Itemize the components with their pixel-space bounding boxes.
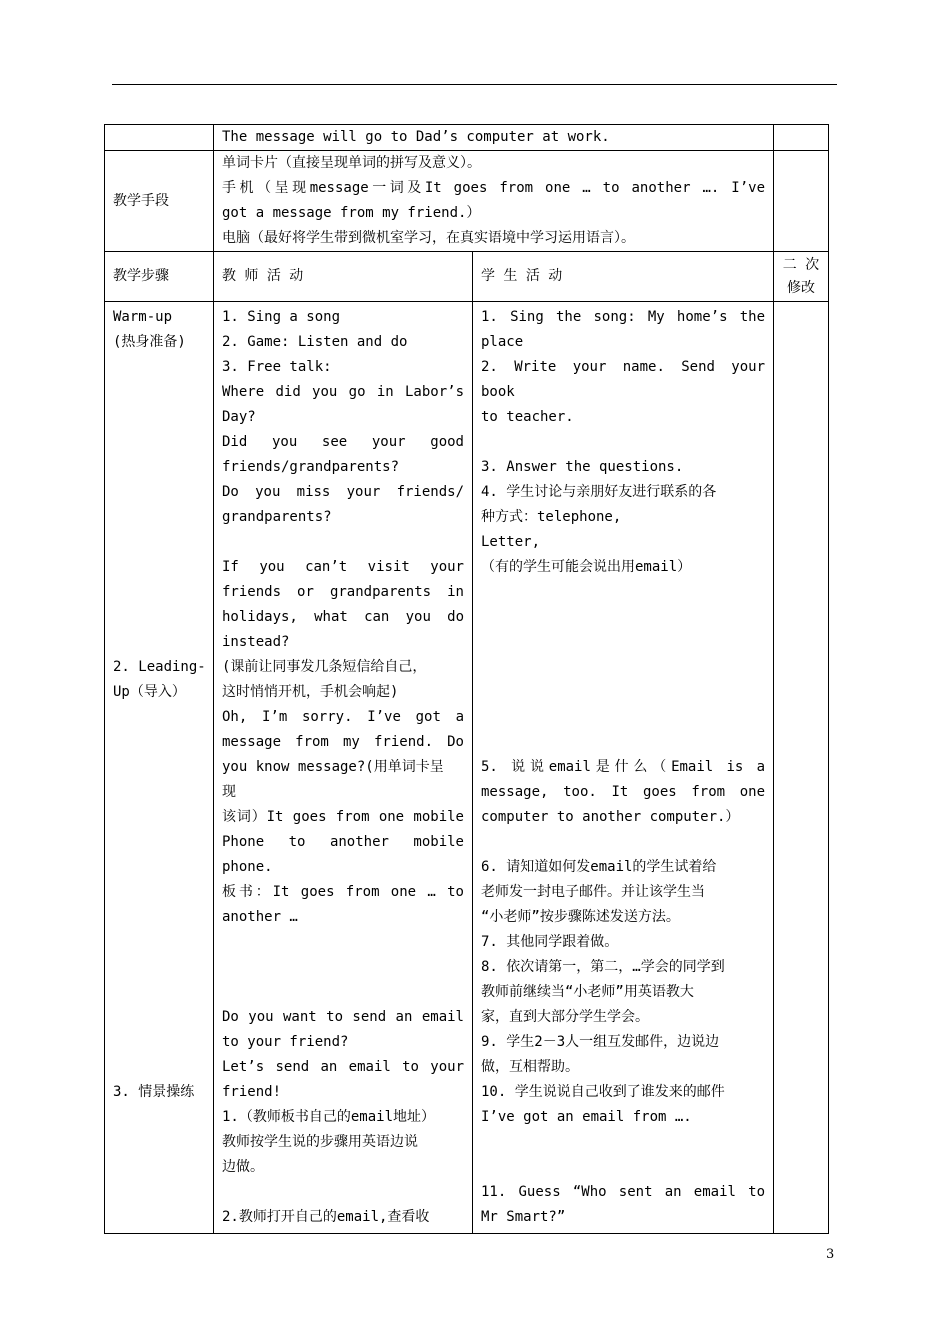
teacher-line: 3. Free talk: xyxy=(222,359,332,375)
header-student-label: 学 生 活 动 xyxy=(481,268,563,284)
teacher-line: friends or grandparents in xyxy=(222,584,464,600)
student-line: Mr Smart?” xyxy=(481,1209,566,1225)
student-line: Letter, xyxy=(481,534,541,550)
teacher-line: Day? xyxy=(222,409,256,425)
teacher-line: friends/grandparents? xyxy=(222,459,400,475)
teacher-line: Do you want to send an email xyxy=(222,1009,464,1025)
student-line: 老师发一封电子邮件。并让该学生当 xyxy=(481,884,705,900)
teacher-line: (课前让同事发几条短信给自己， xyxy=(222,659,427,675)
student-line: I’ve got an email from …. xyxy=(481,1109,692,1125)
teacher-line: 现 xyxy=(222,784,236,800)
cell-empty xyxy=(774,125,829,151)
step-label: (热身准备) xyxy=(113,334,186,350)
cell-empty xyxy=(774,151,829,252)
student-line: 1. Sing the song: My home’s the xyxy=(481,309,766,325)
revise-cell xyxy=(774,302,829,1234)
header-rule xyxy=(112,84,837,85)
teacher-line: 板书：It goes from one … to xyxy=(222,884,464,900)
page-number: 3 xyxy=(826,1247,835,1262)
means-line: got a message from my friend.） xyxy=(222,205,481,221)
student-line: 6. 请知道如何发email的学生试着给 xyxy=(481,859,717,875)
student-line: 5. 说说email是什么（Email is a xyxy=(481,759,766,775)
means-label: 教学手段 xyxy=(113,192,169,209)
table-row-message xyxy=(105,125,829,151)
student-line: 10. 学生说说自己收到了谁发来的邮件 xyxy=(481,1084,725,1100)
step-label: Up（导入） xyxy=(113,684,186,700)
cell-empty xyxy=(105,125,214,151)
step-label: Warm-up xyxy=(113,309,173,325)
teacher-line: grandparents? xyxy=(222,509,332,525)
student-line: 教师前继续当“小老师”用英语教大 xyxy=(481,984,694,1000)
teacher-line: another … xyxy=(222,909,298,925)
student-line: place xyxy=(481,334,524,350)
step-label: 2. Leading- xyxy=(113,659,206,675)
teacher-line: 教师按学生说的步骤用英语边说 xyxy=(222,1134,418,1150)
teacher-line: 2. Game: Listen and do xyxy=(222,334,408,350)
student-line: 7. 其他同学跟着做。 xyxy=(481,934,619,950)
student-line: 11. Guess “Who sent an email to xyxy=(481,1184,766,1200)
teacher-line: instead? xyxy=(222,634,290,650)
steps-cell xyxy=(105,302,214,1234)
means-content-cell xyxy=(214,151,774,252)
student-line: 2. Write your name. Send your book xyxy=(481,359,766,400)
teacher-line: Where did you go in Labor’s xyxy=(222,384,464,400)
teacher-line: phone. xyxy=(222,859,273,875)
student-line: 4. 学生讨论与亲朋好友进行联系的各 xyxy=(481,484,717,500)
teacher-line: to your friend? xyxy=(222,1034,349,1050)
header-revise xyxy=(774,252,829,302)
student-line: 8. 依次请第一，第二，…学会的同学到 xyxy=(481,959,725,975)
student-line: 做，互相帮助。 xyxy=(481,1059,579,1075)
teacher-line: you know message?(用单词卡呈 xyxy=(222,759,444,775)
student-line: computer to another computer.） xyxy=(481,809,740,825)
means-line: 电脑（最好将学生带到微机室学习，在真实语境中学习运用语言）。 xyxy=(222,230,635,246)
teacher-line: 该词）It goes from one mobile xyxy=(222,809,464,825)
student-line: message, too. It goes from one xyxy=(481,784,766,800)
lesson-plan-table xyxy=(104,124,829,1234)
table-header-row xyxy=(105,252,829,302)
teacher-line: Phone to another mobile xyxy=(222,834,464,850)
teacher-line: Let’s send an email to your xyxy=(222,1059,464,1075)
teacher-line: 1. Sing a song xyxy=(222,309,341,325)
header-steps xyxy=(105,252,214,302)
teacher-line: holidays, what can you do xyxy=(222,609,464,625)
student-line: 家，直到大部分学生学会。 xyxy=(481,1009,649,1025)
teacher-line: 这时悄悄开机，手机会响起) xyxy=(222,684,399,700)
teacher-line: Do you miss your friends/ xyxy=(222,484,464,500)
student-line: 3. Answer the questions. xyxy=(481,459,684,475)
student-line: to teacher. xyxy=(481,409,574,425)
header-teacher xyxy=(214,252,473,302)
teacher-line: Did you see your good xyxy=(222,434,464,450)
teacher-line: Oh, I’m sorry. I’ve got a xyxy=(222,709,464,725)
step-label: 3. 情景操练 xyxy=(113,1084,195,1100)
table-row-means xyxy=(105,151,829,252)
teacher-line: friend! xyxy=(222,1084,282,1100)
table-row-activities xyxy=(105,302,829,1234)
means-line: 单词卡片（直接呈现单词的拼写及意义）。 xyxy=(222,155,481,171)
header-steps-label: 教学步骤 xyxy=(113,268,169,284)
message-text: The message will go to Dad’s computer at work. xyxy=(222,129,610,145)
teacher-line: message from my friend. Do xyxy=(222,734,464,750)
header-student xyxy=(473,252,774,302)
student-line: 种方式：telephone, xyxy=(481,509,622,525)
student-line: “小老师”按步骤陈述发送方法。 xyxy=(481,909,680,925)
teacher-line: 1.（教师板书自己的email地址） xyxy=(222,1109,436,1125)
student-activities-cell xyxy=(473,302,774,1234)
teacher-line: 边做。 xyxy=(222,1159,264,1175)
teacher-line: 2.教师打开自己的email,查看收 xyxy=(222,1209,430,1225)
teacher-activities-cell xyxy=(214,302,473,1234)
header-revise-line: 修改 xyxy=(787,279,816,296)
message-cell xyxy=(214,125,774,151)
student-line: （有的学生可能会说出用email） xyxy=(481,559,692,575)
means-label-cell xyxy=(105,151,214,252)
header-revise-line: 二 次 xyxy=(782,256,820,273)
teacher-line: If you can’t visit your xyxy=(222,559,464,575)
student-line: 9. 学生2－3人一组互发邮件，边说边 xyxy=(481,1034,720,1050)
header-teacher-label: 教 师 活 动 xyxy=(222,268,304,284)
means-line: 手机（呈现message一词及It goes from one … to another …. I’ve xyxy=(222,180,766,196)
